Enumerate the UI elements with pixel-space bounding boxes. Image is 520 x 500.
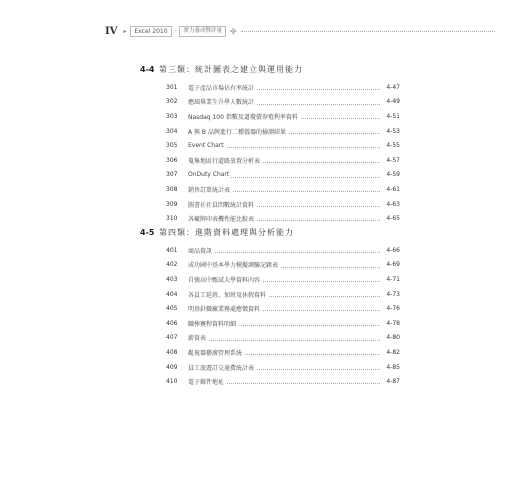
entry-title: Nasdaq 100 指數及道瓊債券殖利率資料	[188, 113, 298, 121]
toc-entry[interactable]	[140, 95, 400, 110]
triangle-icon: ▸	[123, 27, 127, 35]
entry-list	[140, 243, 400, 389]
toc-entry[interactable]	[140, 374, 400, 389]
entry-page: 4-55	[386, 142, 400, 150]
entry-title: 電子郵件地址	[188, 379, 225, 387]
entry-title: A 與 B 品牌進行二種儀器的檢測結果	[188, 128, 286, 136]
section-number: 4-5	[140, 227, 155, 237]
entry-title: 電子產品市場佔有率統計	[188, 84, 255, 92]
entry-number: 406	[166, 319, 178, 327]
entry-number: 408	[166, 348, 178, 356]
section-title: 第三類：統計圖表之建立與運用能力	[159, 64, 303, 74]
entry-number: 310	[166, 215, 178, 223]
entry-title: 職棒賽程資料明細	[188, 320, 237, 328]
entry-title: 亂視器藝廣管理系統	[188, 349, 243, 357]
entry-number: 405	[166, 305, 178, 313]
running-header	[105, 24, 495, 38]
toc-entry[interactable]	[140, 182, 400, 197]
entry-title: 應屆畢業生升學人數統計	[188, 99, 255, 107]
entry-title: 員工旅遊訂交通費統計表	[188, 364, 255, 372]
entry-page: 4-80	[386, 334, 400, 342]
toc-entry[interactable]	[140, 360, 400, 375]
toc-entry[interactable]	[140, 211, 400, 226]
entry-number: 302	[166, 98, 178, 106]
entry-page: 4-51	[386, 112, 400, 120]
entry-page: 4-61	[386, 185, 400, 193]
entry-page: 4-69	[386, 261, 400, 269]
entry-number: 402	[166, 261, 178, 269]
entry-page: 4-63	[386, 200, 400, 208]
dotted-leader	[188, 340, 380, 341]
entry-title: 成功國中基本學力模擬測驗記錄表	[188, 262, 279, 270]
entry-list	[140, 80, 400, 226]
section-heading	[140, 225, 400, 239]
entry-title: 自強高中甄試大學資料內容	[188, 276, 261, 284]
entry-page: 4-49	[386, 98, 400, 106]
toc-entry[interactable]	[140, 138, 400, 153]
entry-title: 銷售訂單統計表	[188, 186, 231, 194]
entry-page: 4-82	[386, 348, 400, 356]
section-title: 第四類：進階資料處理與分析能力	[159, 227, 294, 237]
entry-page: 4-66	[386, 246, 400, 254]
entry-number: 409	[166, 363, 178, 371]
entry-page: 4-71	[386, 275, 400, 283]
flower-ornament-icon: ✤	[229, 26, 237, 36]
entry-page: 4-59	[386, 171, 400, 179]
header-separator: ·	[174, 27, 177, 35]
toc-section-4-5	[140, 225, 400, 389]
entry-number: 305	[166, 142, 178, 150]
entry-page: 4-85	[386, 363, 400, 371]
entry-number: 307	[166, 171, 178, 179]
entry-title: 各員工延班、加班及休假資料	[188, 291, 267, 299]
section-heading	[140, 62, 400, 76]
book-title: Excel 2010	[130, 26, 171, 37]
toc-entry[interactable]	[140, 124, 400, 139]
entry-title: 各廠牌印表機性能比較表	[188, 216, 255, 224]
entry-title: 蒐集地區行道路放置分析表	[188, 157, 261, 165]
entry-number: 404	[166, 290, 178, 298]
entry-number: 303	[166, 112, 178, 120]
entry-number: 306	[166, 156, 178, 164]
entry-number: 407	[166, 334, 178, 342]
toc-entry[interactable]	[140, 153, 400, 168]
entry-title: 商品資訊	[188, 247, 213, 255]
toc-entry[interactable]	[140, 287, 400, 302]
toc-entry[interactable]	[140, 258, 400, 273]
entry-page: 4-76	[386, 305, 400, 313]
toc-entry[interactable]	[140, 80, 400, 95]
entry-number: 301	[166, 83, 178, 91]
toc-entry[interactable]	[140, 316, 400, 331]
toc-entry[interactable]	[140, 345, 400, 360]
entry-number: 308	[166, 185, 178, 193]
dotted-leader	[188, 252, 380, 253]
entry-number: 410	[166, 378, 178, 386]
toc-entry[interactable]	[140, 243, 400, 258]
entry-number: 403	[166, 275, 178, 283]
book-subtitle: 實力養成暨評量	[179, 26, 226, 37]
entry-title: 薪資表	[188, 335, 207, 343]
entry-page: 4-65	[386, 215, 400, 223]
entry-page: 4-53	[386, 127, 400, 135]
toc-section-4-4	[140, 62, 400, 226]
entry-page: 4-47	[386, 83, 400, 91]
entry-number: 309	[166, 200, 178, 208]
entry-title: OnDuty Chart	[188, 171, 230, 179]
toc-entry[interactable]	[140, 109, 400, 124]
entry-title: 明基針織廠業務處應徵資料	[188, 306, 261, 314]
toc-entry[interactable]	[140, 168, 400, 183]
toc-entry[interactable]	[140, 272, 400, 287]
toc-entry[interactable]	[140, 301, 400, 316]
toc-entry[interactable]	[140, 331, 400, 346]
entry-number: 304	[166, 127, 178, 135]
entry-page: 4-57	[386, 156, 400, 164]
entry-page: 4-87	[386, 378, 400, 386]
entry-title: 圖書社社員問數統計資料	[188, 201, 255, 209]
entry-number: 401	[166, 246, 178, 254]
entry-title: Event Chart	[188, 142, 224, 150]
section-number: 4-4	[140, 64, 155, 74]
toc-entry[interactable]	[140, 197, 400, 212]
page-number: IV	[105, 25, 118, 37]
entry-page: 4-73	[386, 290, 400, 298]
header-dotted-rule	[241, 31, 495, 32]
entry-page: 4-78	[386, 319, 400, 327]
